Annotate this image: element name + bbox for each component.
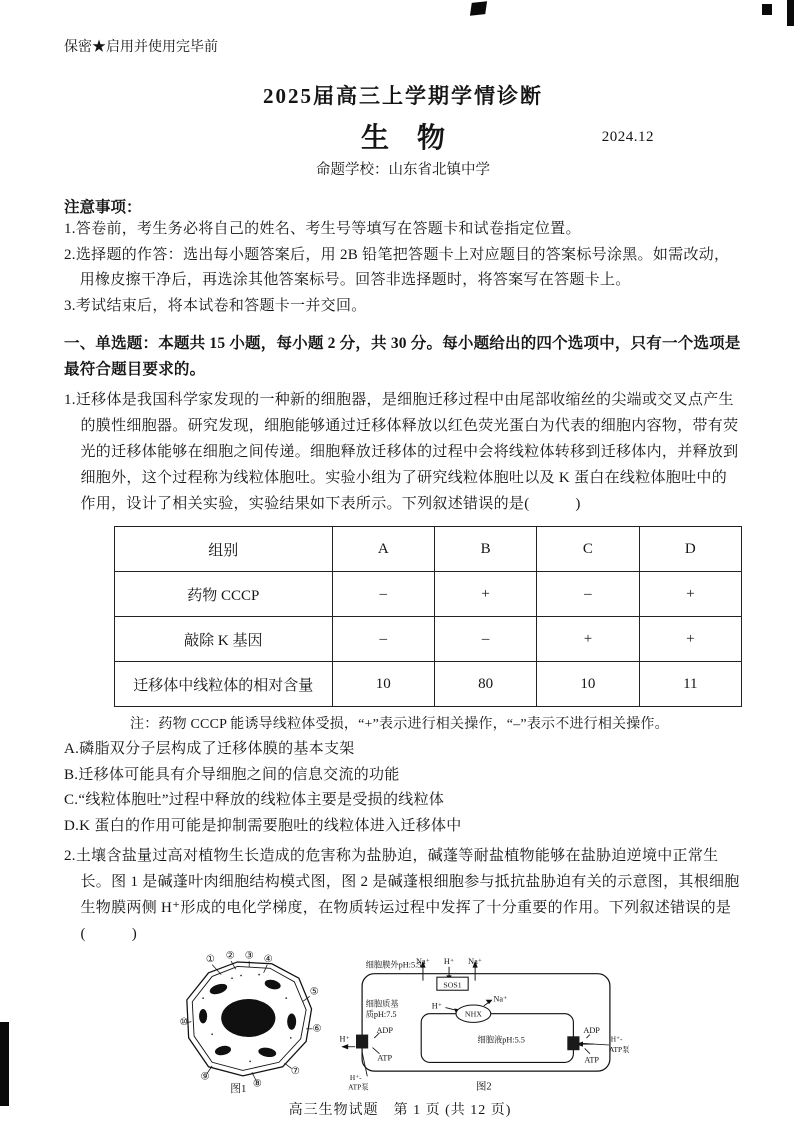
- table-row-label: 敲除 K 基因: [115, 617, 333, 662]
- figure-2-caption: 图2: [476, 1081, 492, 1093]
- notice-item-2: 2.选择题的作答：选出每小题答案后，用 2B 铅笔把答题卡上对应题目的答案标号涂黑。如需改动，用橡皮擦干净后，再选涂其他答案标号。回答非选择题时，将答案写在答题卡上。: [64, 246, 730, 288]
- table-cell: –: [537, 572, 639, 617]
- adp-label: ADP: [583, 1025, 600, 1035]
- figure-1-plant-cell-diagram: [176, 951, 326, 1094]
- table-cell: –: [434, 617, 536, 662]
- q1-option-c: C.“线粒体胞吐”过程中释放的线粒体主要是受损的线粒体: [64, 792, 445, 808]
- q1-option-a: A.磷脂双分子层构成了迁移体膜的基本支架: [64, 741, 355, 757]
- figure-2-ion-transport-diagram: [336, 956, 636, 1094]
- cytosol-ph-label: 质pH:7.5: [365, 1010, 397, 1020]
- table-cell: +: [639, 617, 741, 662]
- q1-table-note: 注：药物 CCCP 能诱导线粒体受损，“+”表示进行相关操作，“–”表示不进行相关操作。: [130, 717, 669, 732]
- table-cell: 80: [434, 662, 536, 707]
- chloroplast: [287, 1013, 296, 1029]
- table-header-row: [115, 527, 742, 572]
- atp-pump-label: ATP泵: [348, 1082, 369, 1092]
- nucleus: [221, 999, 275, 1037]
- chloroplast: [214, 1044, 232, 1056]
- page-footer: 高三生物试题 第 1 页 (共 12 页): [288, 1103, 512, 1118]
- organelle-label-icon: ⑦: [290, 1066, 300, 1078]
- tonoplast-atp-pump: [567, 1036, 579, 1050]
- table-row-label: 药物 CCCP: [115, 572, 333, 617]
- na-ion-label: Na⁺: [493, 994, 508, 1004]
- h-ion-label: H⁺: [443, 957, 455, 967]
- chloroplast: [208, 982, 228, 996]
- table-cell: 11: [639, 662, 741, 707]
- nhx-label: NHX: [464, 1009, 482, 1019]
- q1-results-table: [114, 526, 742, 707]
- chloroplast: [258, 1046, 277, 1058]
- table-row: [115, 662, 742, 707]
- organelle-label-icon: ③: [244, 951, 254, 962]
- organelle-label-icon: ⑥: [312, 1023, 322, 1035]
- q1-option-d: D.K 蛋白的作用可能是抑制需要胞吐的线粒体进入迁移体中: [64, 817, 462, 834]
- organelle-label-icon: ②: [225, 951, 235, 962]
- table-cell: 10: [332, 662, 434, 707]
- notice-item-3: 3.考试结束后，将本试卷和答题卡一并交回。: [64, 297, 367, 314]
- table-cell: +: [639, 572, 741, 617]
- notice-item-1: 1.答卷前，考生务必将自己的姓名、考生号等填写在答题卡和试卷指定位置。: [64, 221, 581, 237]
- subject-row: [64, 116, 742, 156]
- atp-pump-label: ATP泵: [609, 1044, 630, 1054]
- school-line: 命题学校：山东省北镇中学: [316, 162, 490, 178]
- table-cell: 10: [537, 662, 639, 707]
- h-ion-label: H⁺: [431, 1001, 443, 1011]
- table-cell: +: [434, 572, 536, 617]
- atp-pump-label: H⁺-: [610, 1034, 623, 1044]
- question-1-stem: 1.迁移体是我国科学家发现的一种新的细胞器，是细胞迁移过程中由尾部收缩丝的尖端或交叉点产生的膜性细胞器。研究发现，细胞能够通过迁移体释放以红色荧光蛋白为代表的细胞内容物，带有荧光的迁移体能够在细胞之间传递。细胞释放迁移体的过程中会将线粒体转移到迁移体内，并释放到细胞外，这个过程称为线粒体胞吐。实验小组为了研究线粒体胞吐以及 K 蛋白在线粒体胞吐中的作用，设计了相关实验，实验结果如下表所示。下列叙述错误的是( ): [64, 392, 739, 512]
- table-row-label: 迁移体中线粒体的相对含量: [115, 662, 333, 707]
- organelle-label-icon: ⑤: [309, 986, 319, 998]
- table-row: [115, 617, 742, 662]
- figures-row: [176, 951, 742, 1094]
- na-ion-label: Na⁺: [468, 957, 483, 967]
- security-notice: 保密★启用并使用完毕前: [64, 40, 218, 55]
- subject-title: 生 物: [360, 123, 445, 154]
- exam-title: 2025届高三上学期学情诊断: [263, 84, 543, 108]
- table-header-cell: C: [537, 527, 639, 572]
- organelle-label-icon: ④: [263, 953, 273, 965]
- vacuole-ph-label: 细胞液pH:5.5: [477, 1035, 525, 1045]
- organelle-label-icon: ⑧: [252, 1078, 262, 1090]
- h-ion-label: H⁺: [339, 1034, 350, 1044]
- table-header-cell: B: [434, 527, 536, 572]
- adp-label: ADP: [376, 1025, 393, 1035]
- table-cell: –: [332, 572, 434, 617]
- table-row: [115, 572, 742, 617]
- sos1-label: SOS1: [443, 980, 462, 990]
- table-header-cell: A: [332, 527, 434, 572]
- atp-label: ATP: [377, 1053, 393, 1063]
- chloroplast: [264, 978, 282, 991]
- exam-date: 2024.12: [601, 129, 654, 145]
- question-2-stem: 2.土壤含盐量过高对植物生长造成的危害称为盐胁迫，碱蓬等耐盐植物能够在盐胁迫逆境中正常生长。图 1 是碱蓬叶肉细胞结构模式图，图 2 是碱蓬根细胞参与抵抗盐胁迫有关的示意图，其根细胞生物膜两侧 H⁺形成的电化学梯度，在物质转运过程中发挥了十分重要的作用。下列叙述错误的是( ): [64, 848, 740, 942]
- atp-label: ATP: [584, 1055, 599, 1065]
- table-header-cell: 组别: [115, 527, 333, 572]
- notices-heading: 注意事项：: [64, 199, 142, 216]
- na-ion-label: Na⁺: [415, 957, 430, 967]
- figure-1-caption: 图1: [230, 1083, 247, 1094]
- table-cell: +: [537, 617, 639, 662]
- organelle-label-icon: ①: [205, 953, 215, 965]
- table-cell: –: [332, 617, 434, 662]
- organelle-label-icon: ⑩: [179, 1017, 189, 1029]
- outside-ph-label: 细胞膜外pH:5.5: [365, 960, 422, 970]
- organelle-label-icon: ⑨: [200, 1071, 210, 1083]
- section-heading: 一、单选题：本题共 15 小题，每小题 2 分，共 30 分。每小题给出的四个选项中，只有一个选项是最符合题目要求的。: [64, 335, 741, 378]
- table-header-cell: D: [639, 527, 741, 572]
- chloroplast: [199, 1009, 207, 1023]
- organelles: [199, 978, 296, 1058]
- plasma-membrane-atp-pump: [356, 1035, 368, 1049]
- q1-option-b: B.迁移体可能具有介导细胞之间的信息交流的功能: [64, 766, 400, 783]
- atp-pump-label: H⁺-: [349, 1072, 362, 1082]
- cytosol-ph-label: 细胞质基: [365, 999, 399, 1009]
